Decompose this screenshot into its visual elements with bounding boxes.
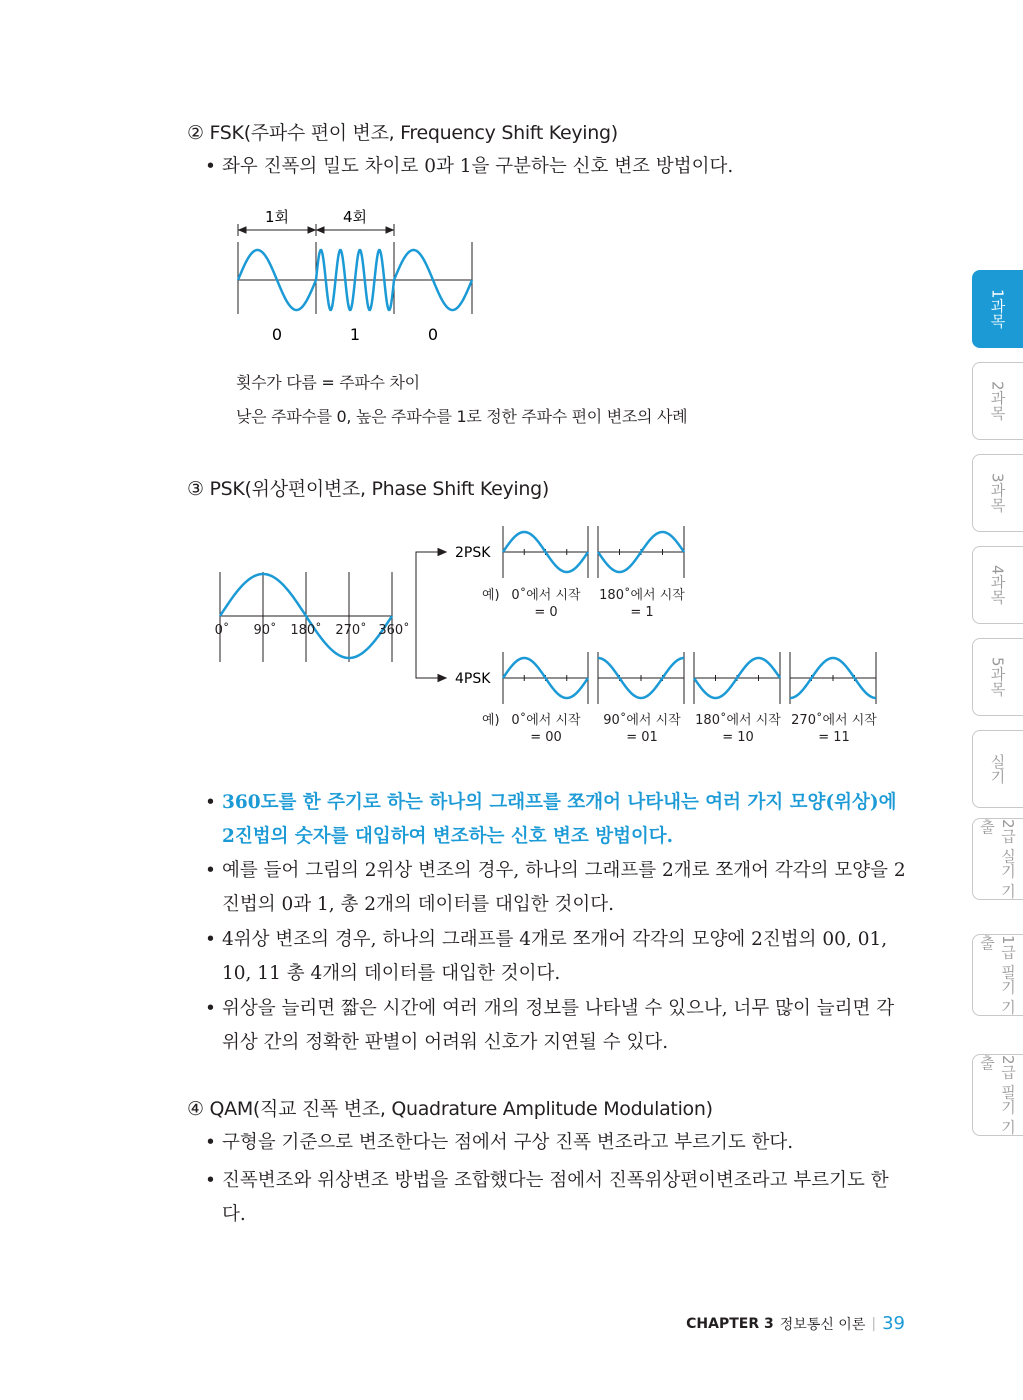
psk-bullet-1: [205, 786, 910, 854]
footer-separator: |: [871, 1315, 877, 1332]
qam-heading: ④ QAM(직교 진폭 변조, Quadrature Amplitude Modulation): [187, 1098, 713, 1120]
psk4-ex-a-line1: 0˚에서 시작: [511, 713, 581, 728]
bullet-mark: •: [205, 860, 216, 881]
psk-bullet-3-text: 4위상 변조의 경우, 하나의 그래프를 4개로 쪼개어 각각의 모양에 2진법의 00, 01, 10, 11 총 4개의 데이터를 대입한 것이다.: [222, 929, 888, 984]
psk2-wave-180: [598, 532, 684, 572]
psk2-ex-a-line2: = 0: [534, 605, 558, 620]
psk4-wave-270: [790, 658, 876, 698]
psk2-ex-b-line1: 180˚에서 시작: [599, 588, 685, 603]
tab-level2-practical-past[interactable]: [972, 818, 1023, 900]
psk-bullet-2-text: 예를 들어 그림의 2위상 변조의 경우, 하나의 그래프를 2개로 쪼개어 각각의 모양을 2진법의 0과 1, 총 2개의 데이터를 대입한 것이다.: [222, 860, 906, 915]
bullet-mark: •: [205, 792, 216, 813]
fsk-bit-b: 1: [349, 325, 361, 344]
psk2-wave-0: [503, 532, 588, 572]
fsk-label-1: 1회: [264, 208, 290, 226]
psk4-wave-180: [694, 658, 780, 698]
page-number: 39: [882, 1313, 905, 1334]
tab-subject-3[interactable]: [972, 454, 1023, 532]
tab-label: 3과목: [988, 473, 1007, 513]
tab-subject-5[interactable]: [972, 638, 1023, 716]
psk4-ex-c-line2: = 10: [722, 730, 754, 745]
psk-bullet-1-text: 360도를 한 주기로 하는 하나의 그래프를 쪼개어 나타내는 여러 가지 모양(위상)에 2진법의 숫자를 대입하여 변조하는 신호 변조 방법이다.: [222, 792, 897, 847]
tab-subject-4[interactable]: [972, 546, 1023, 624]
fsk-bit-c: 0: [427, 325, 439, 344]
psk-bullet-3: [205, 923, 910, 991]
footer-chapter: CHAPTER 3: [686, 1315, 774, 1332]
psk4-ex-d-line2: = 11: [818, 730, 850, 745]
psk4-ex-c-line1: 180˚에서 시작: [695, 713, 781, 728]
fsk-caption-2: 낮은 주파수를 0, 높은 주파수를 1로 정한 주파수 편이 변조의 사례: [236, 407, 688, 426]
tab-label: 2급 실기 기출: [978, 819, 1017, 899]
psk-reference-wave: [220, 574, 392, 658]
qam-bullet-1-text: 구형을 기준으로 변조한다는 점에서 구상 진폭 변조라고 부르기도 한다.: [222, 1132, 794, 1153]
psk-heading: ③ PSK(위상편이변조, Phase Shift Keying): [187, 478, 550, 500]
tab-subject-1[interactable]: [972, 270, 1023, 348]
tab-label: 2급 필기 기출: [978, 1055, 1017, 1135]
psk2-ex-prefix: 예): [482, 588, 500, 603]
tab-label: 2과목: [988, 381, 1007, 421]
tab-level2-written-past[interactable]: [972, 1054, 1023, 1136]
psk-bullet-4: [205, 992, 910, 1060]
psk4-wave-0: [503, 658, 588, 698]
tab-label: 5과목: [988, 657, 1007, 697]
bullet-mark: •: [205, 1170, 216, 1191]
psk4-ex-d-line1: 270˚에서 시작: [791, 713, 877, 728]
psk-deg-90: 90˚: [253, 623, 277, 638]
fsk-bullet-text: 좌우 진폭의 밀도 차이로 0과 1을 구분하는 신호 변조 방법이다.: [222, 156, 734, 177]
psk4-wave-90: [598, 658, 684, 698]
psk2-ex-a-line1: 0˚에서 시작: [511, 588, 581, 603]
psk4-ex-a-line2: = 00: [530, 730, 562, 745]
psk2-ex-b-line2: = 1: [630, 605, 654, 620]
fsk-heading: ② FSK(주파수 편이 변조, Frequency Shift Keying): [187, 122, 618, 144]
psk-deg-0: 0˚: [214, 623, 230, 638]
fsk-bullet: [205, 150, 910, 184]
fsk-label-4: 4회: [342, 208, 368, 226]
fsk-caption-1: 횟수가 다름 = 주파수 차이: [236, 373, 420, 392]
tab-label: 1과목: [988, 289, 1007, 329]
tab-label: 1급 필기 기출: [978, 935, 1017, 1015]
psk4-ex-b-line1: 90˚에서 시작: [603, 713, 681, 728]
psk-label-2psk: 2PSK: [455, 545, 491, 561]
psk-label-4psk: 4PSK: [455, 671, 491, 687]
qam-bullet-2: [205, 1164, 910, 1232]
psk-deg-360: 360˚: [378, 623, 410, 638]
psk-deg-270: 270˚: [335, 623, 367, 638]
bullet-mark: •: [205, 1132, 216, 1153]
tab-subject-2[interactable]: [972, 362, 1023, 440]
bullet-mark: •: [205, 998, 216, 1019]
tab-level1-written-past[interactable]: [972, 934, 1023, 1016]
psk-deg-180: 180˚: [290, 623, 322, 638]
psk4-ex-b-line2: = 01: [626, 730, 658, 745]
bullet-mark: •: [205, 929, 216, 950]
qam-bullet-1: [205, 1126, 910, 1160]
footer-title: 정보통신 이론: [779, 1316, 866, 1333]
qam-bullet-2-text: 진폭변조와 위상변조 방법을 조합했다는 점에서 진폭위상편이변조라고 부르기도 한다.: [222, 1170, 889, 1225]
tab-label: 4과목: [988, 565, 1007, 605]
bullet-mark: •: [205, 156, 216, 177]
page-footer: [686, 1313, 905, 1334]
psk-bullet-2: [205, 854, 910, 922]
fsk-wave: [238, 250, 472, 310]
fsk-bit-a: 0: [271, 325, 283, 344]
tab-label: 실기: [988, 754, 1007, 784]
psk4-ex-prefix: 예): [482, 713, 500, 728]
psk-bullet-4-text: 위상을 늘리면 짧은 시간에 여러 개의 정보를 나타낼 수 있으나, 너무 많이 늘리면 각 위상 간의 정확한 판별이 어려워 신호가 지연될 수 있다.: [222, 998, 895, 1053]
tab-practical[interactable]: [972, 730, 1023, 808]
